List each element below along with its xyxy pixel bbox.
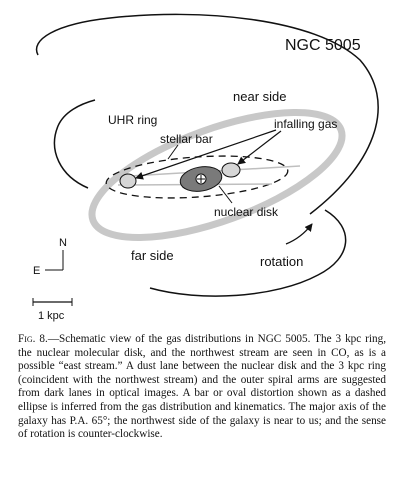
- nuclear-disk-label: nuclear disk: [214, 205, 279, 219]
- gas-clump-west: [120, 174, 136, 188]
- figure-title: NGC 5005: [285, 37, 361, 54]
- near-side-label: near side: [233, 89, 287, 104]
- outer-spiral-arm-left: [55, 100, 95, 188]
- uhr-ring-label: UHR ring: [108, 113, 158, 127]
- gas-clump-east: [222, 163, 240, 177]
- outer-spiral-arm-lower: [150, 210, 346, 296]
- scale-bar-label: 1 kpc: [38, 310, 65, 322]
- figure-caption: [18, 333, 386, 442]
- rotation-arrow: [286, 224, 312, 244]
- caption-text: —Schematic view of the gas distributions in NGC 5005. The 3 kpc ring, the nuclear molecular disk, and the northwest stream are seen in CO, as is a possible “east stream.” A dust lane between the nuclear disk and the 3 kpc ring (coincident with the northwest stream) and the outer spiral arms are suggested from dark lanes in optical images. A bar or oval distortion shown as a dashed ellipse is inferred from the gas distribution and kinematics. The major axis of the galaxy has P.A. 65°; the northwest side of the galaxy is near to us; and the sense of rotation is counter-clockwise.: [18, 333, 387, 441]
- infalling-gas-label: infalling gas: [274, 117, 338, 131]
- stellar-bar-label: stellar bar: [160, 132, 213, 146]
- far-side-label: far side: [131, 248, 174, 263]
- compass-north-label: N: [59, 237, 67, 249]
- compass-east-label: E: [33, 265, 41, 277]
- rotation-label: rotation: [260, 254, 304, 269]
- caption-label: Fig. 8.: [18, 333, 48, 345]
